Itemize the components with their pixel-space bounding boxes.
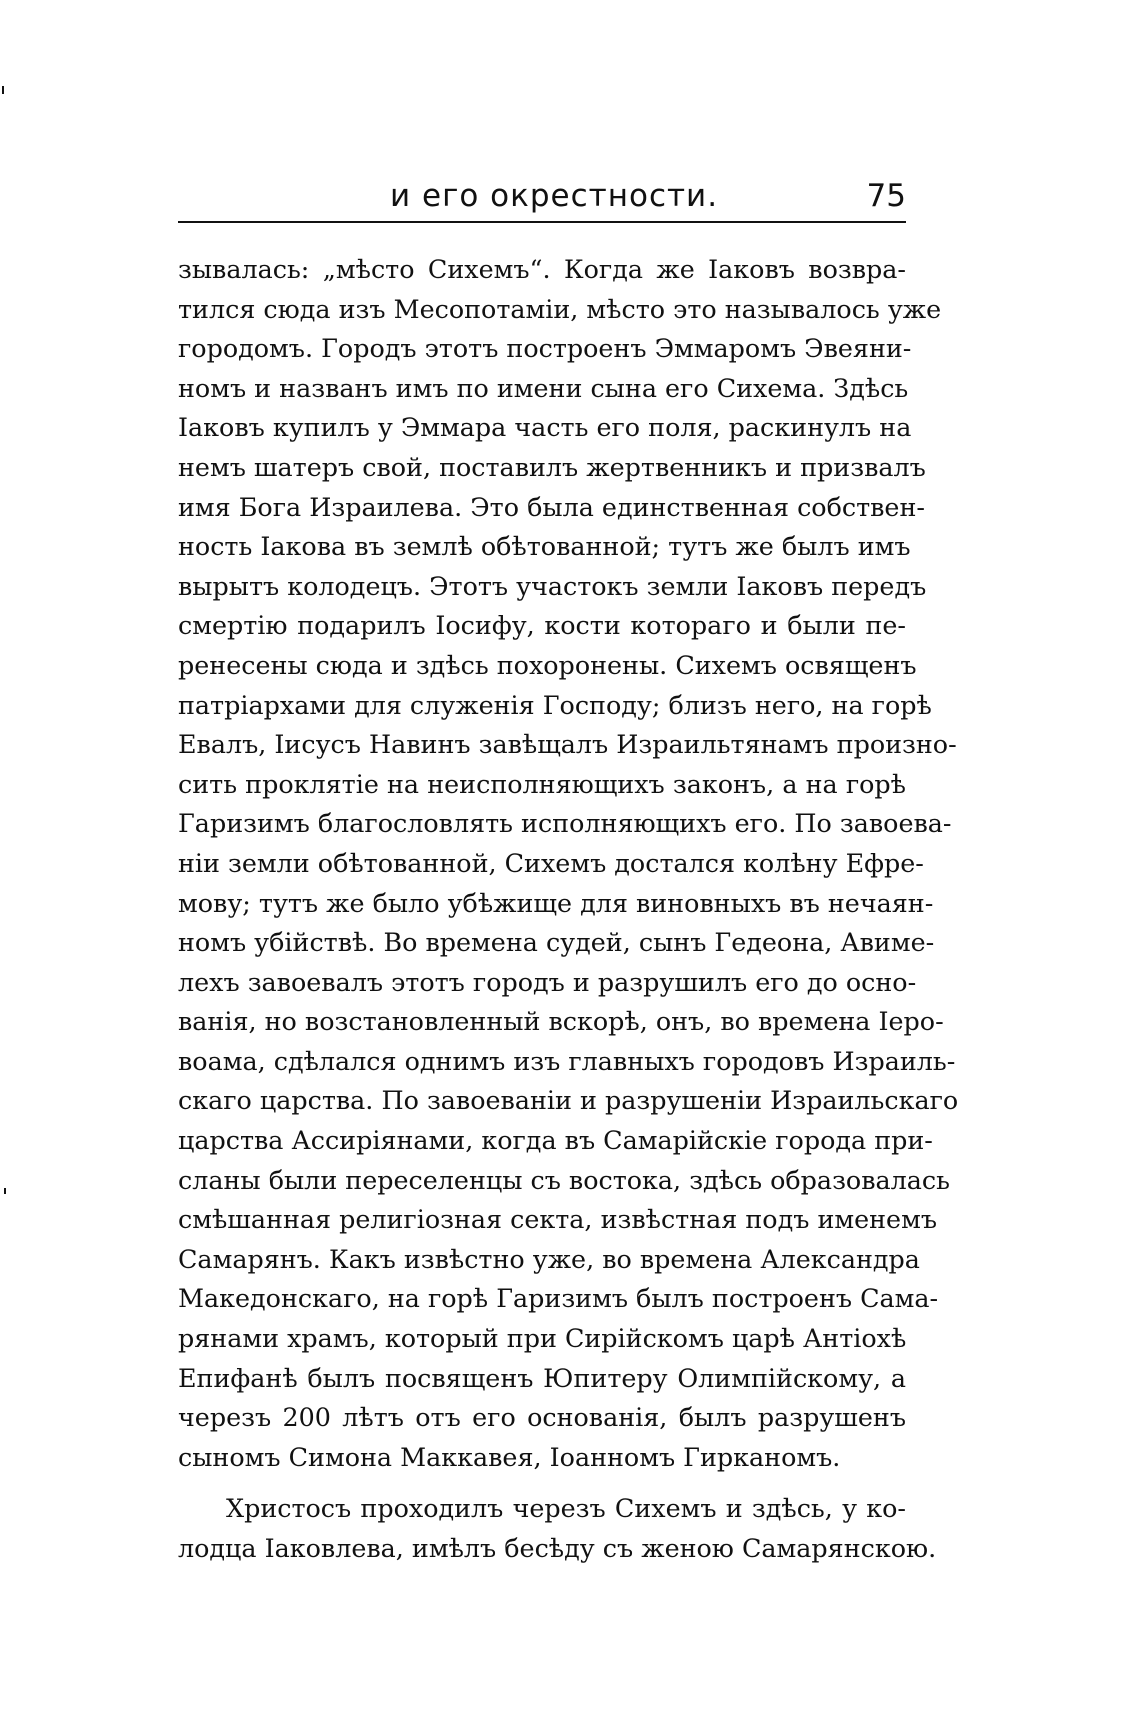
text-line: лехъ завоевалъ этотъ городъ и разрушилъ его до осно- xyxy=(178,966,917,997)
header-rule xyxy=(178,221,906,223)
text-line: ніи земли обѣтованной, Сихемъ достался колѣну Ефре- xyxy=(178,847,924,878)
text-line: зывалась: „мѣсто Сихемъ“. Когда же Іаковъ возвра- xyxy=(178,254,906,284)
text-line: воама, сдѣлался однимъ изъ главныхъ городовъ Израиль- xyxy=(178,1045,956,1076)
paragraph-gap xyxy=(178,1477,906,1489)
text-line: вырытъ колодецъ. Этотъ участокъ земли Іаковъ передъ xyxy=(178,570,927,601)
text-line: немъ шатеръ свой, поставилъ жертвенникъ и призвалъ xyxy=(178,451,926,482)
text-line: номъ и названъ имъ по имени сына его Сихема. Здѣсь xyxy=(178,372,909,403)
text-line: Македонскаго, на горѣ Гаризимъ былъ построенъ Сама- xyxy=(178,1283,939,1314)
page-number: 75 xyxy=(866,178,906,214)
text-line: мову; тутъ же было убѣжище для виновныхъ въ нечаян- xyxy=(178,887,934,918)
text-line: патріархами для служенія Господу; близъ него, на горѣ xyxy=(178,689,932,720)
text-line: сить проклятіе на неисполняющихъ законъ, а на горѣ xyxy=(178,768,906,799)
text-line: Гаризимъ благословлять исполняющихъ его. По завоева- xyxy=(178,808,952,839)
text-line: городомъ. Городъ этотъ построенъ Эммаромъ Эвеяни- xyxy=(178,333,912,364)
paragraph-1 xyxy=(178,250,959,1477)
text-line: черезъ 200 лѣтъ отъ его основанія, былъ разрушенъ xyxy=(178,1402,906,1433)
text-line: ренесены сюда и здѣсь похоронены. Сихемъ освященъ xyxy=(178,649,917,680)
text-line: смертію подарилъ Іосифу, кости котораго и были пе- xyxy=(178,610,906,641)
running-title: и его окрестности. xyxy=(390,178,719,214)
text-line: смѣшанная религіозная секта, извѣстная подъ именемъ xyxy=(178,1204,937,1235)
text-line: Іаковъ купилъ у Эммара часть его поля, раскинулъ на xyxy=(178,412,912,443)
text-line: сыномъ Симона Маккавея, Іоанномъ Гирканомъ. xyxy=(178,1441,841,1472)
text-line: лодца Іаковлева, имѣлъ бесѣду съ женою Самарянскою. xyxy=(178,1533,937,1563)
scan-margin-mark xyxy=(4,1188,6,1194)
text-line: ванія, но возстановленный вскорѣ, онъ, во времена Іеро- xyxy=(178,1006,944,1037)
text-line: Христосъ проходилъ черезъ Сихемъ и здѣсь, у ко- xyxy=(226,1493,906,1524)
text-line: Епифанѣ былъ посвященъ Юпитеру Олимпійскому, а xyxy=(178,1362,906,1393)
running-header xyxy=(178,176,906,216)
text-line: скаго царства. По завоеваніи и разрушеніи Израильскаго xyxy=(178,1085,959,1116)
text-line: ность Іакова въ землѣ обѣтованной; тутъ же былъ имъ xyxy=(178,531,911,562)
text-line: рянами храмъ, который при Сирійскомъ царѣ Антіохѣ xyxy=(178,1323,907,1354)
text-line: сланы были переселенцы съ востока, здѣсь образовалась xyxy=(178,1164,950,1195)
text-line: царства Ассиріянами, когда въ Самарійскіе города при- xyxy=(178,1125,933,1156)
text-line: тился сюда изъ Месопотаміи, мѣсто это называлось уже xyxy=(178,293,942,324)
paragraph-2 xyxy=(178,1489,937,1568)
text-line: номъ убійствѣ. Во времена судей, сынъ Гедеона, Авиме- xyxy=(178,927,935,958)
text-line: имя Бога Израилева. Это была единственная собствен- xyxy=(178,491,925,522)
body-text xyxy=(178,250,959,1569)
text-line: Евалъ, Іисусъ Навинъ завѣщалъ Израильтянамъ произно- xyxy=(178,729,957,760)
scan-margin-mark xyxy=(2,86,4,94)
text-line: Самарянъ. Какъ извѣстно уже, во времена Александра xyxy=(178,1243,920,1274)
